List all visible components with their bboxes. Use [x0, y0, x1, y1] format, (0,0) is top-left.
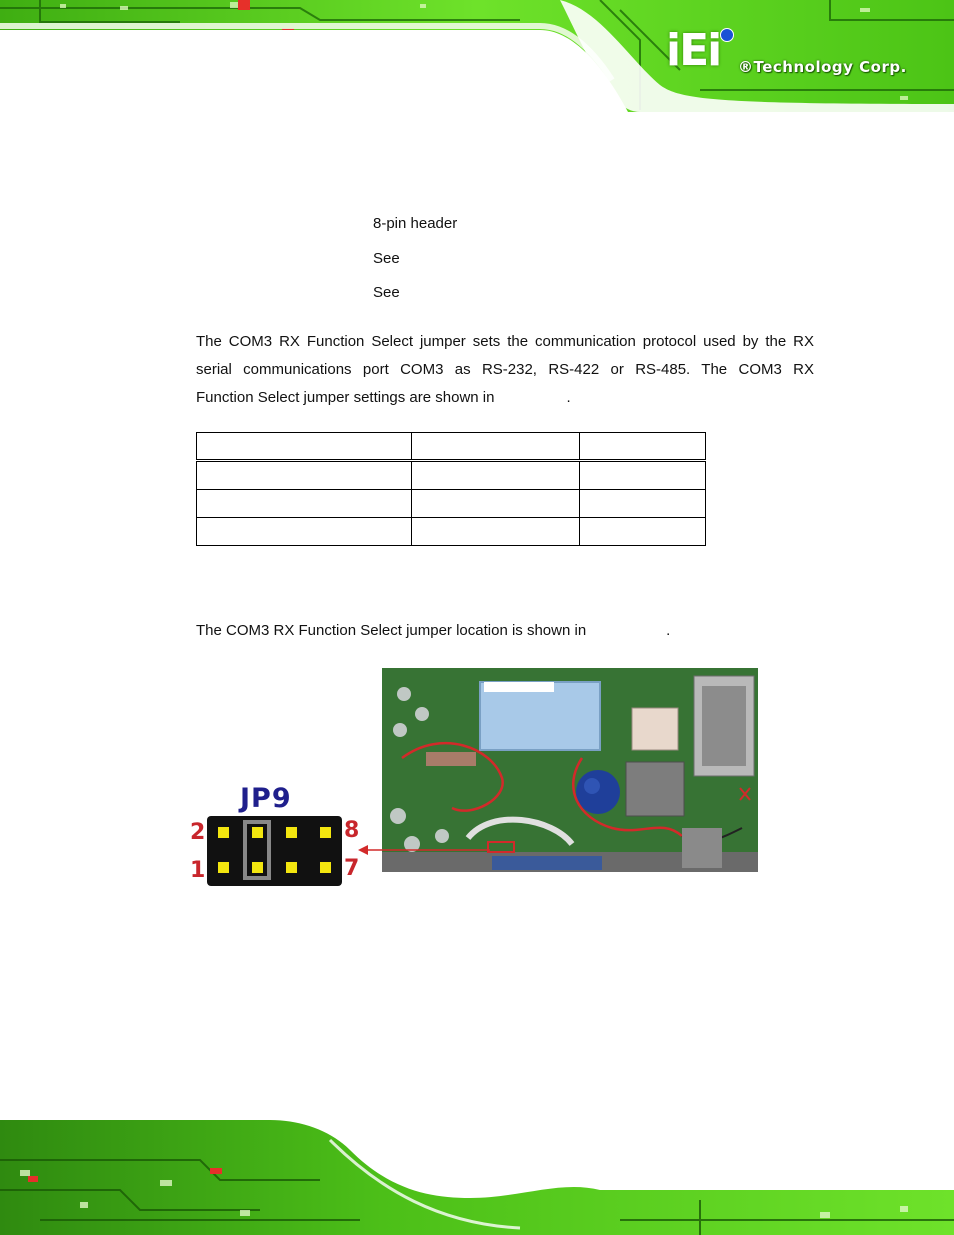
- table-cell: [197, 433, 412, 461]
- page-header-banner: [0, 0, 954, 112]
- pointer-arrow-icon: [356, 842, 490, 858]
- intro-paragraph: [196, 328, 814, 412]
- intro-line-1: The COM3 RX Function Select jumper sets the communication protocol used by the RX: [196, 333, 814, 350]
- jumper-header-block: [207, 816, 342, 886]
- table-cell: [197, 490, 412, 518]
- company-logo: [666, 25, 926, 82]
- pin-number-top-left: 2: [190, 820, 206, 845]
- circuit-board-footer-graphic: [0, 1120, 954, 1235]
- intro-line-3-end: .: [566, 389, 571, 406]
- table-cell: [580, 461, 706, 490]
- jumper-label: JP9: [240, 783, 292, 814]
- table-cell: [412, 461, 580, 490]
- table-cell: [412, 518, 580, 546]
- pin-number-top-right: 8: [344, 818, 360, 843]
- jumper-pin: [218, 827, 229, 838]
- jumper-pin: [252, 862, 263, 873]
- table-row: [197, 490, 706, 518]
- page-footer-banner: [0, 1120, 954, 1235]
- jumper-settings-table: [196, 432, 706, 546]
- logo-dot-icon: [720, 28, 734, 42]
- table-cell: [580, 490, 706, 518]
- logo-mark: iEi: [666, 25, 721, 76]
- intro-line-3-text: Function Select jumper settings are shown in: [196, 389, 495, 406]
- location-sentence-text: The COM3 RX Function Select jumper location is shown in: [196, 622, 587, 639]
- table-header-row: [197, 433, 706, 461]
- table-cell: [197, 518, 412, 546]
- table-row: [197, 461, 706, 490]
- jumper-pin: [252, 827, 263, 838]
- table-cell: [197, 461, 412, 490]
- spec-type-value: 8-pin header: [373, 215, 458, 232]
- pin-number-bottom-right: 7: [344, 856, 360, 881]
- location-sentence-end: .: [666, 622, 671, 639]
- table-cell: [412, 490, 580, 518]
- spec-location-value: See: [373, 284, 400, 301]
- location-sentence: [196, 622, 670, 640]
- table-cell: [412, 433, 580, 461]
- logo-text: ®Technology Corp.: [738, 58, 907, 76]
- jumper-pin: [320, 827, 331, 838]
- jumper-pin: [286, 827, 297, 838]
- intro-line-2: serial communications port COM3 as RS-232, RS-422 or RS-485. The COM3 RX: [196, 361, 814, 378]
- intro-line-3: [196, 384, 814, 412]
- table-cell: [580, 433, 706, 461]
- jumper-pin: [320, 862, 331, 873]
- pin-number-bottom-left: 1: [190, 858, 206, 883]
- jumper-pin: [218, 862, 229, 873]
- table-row: [197, 518, 706, 546]
- spec-settings-value: See: [373, 250, 400, 267]
- table-cell: [580, 518, 706, 546]
- jumper-pin: [286, 862, 297, 873]
